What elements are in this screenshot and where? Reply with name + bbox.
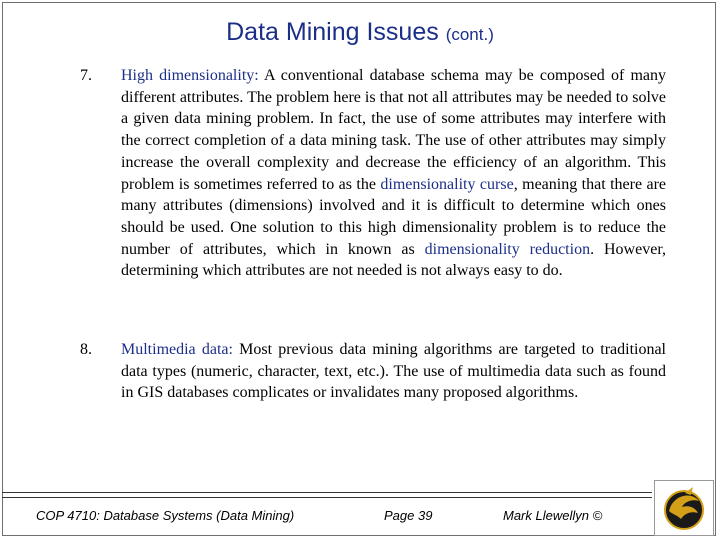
title-sub: (cont.) <box>445 25 494 44</box>
item-number: 8. <box>80 341 92 358</box>
item-body <box>121 65 666 282</box>
item-text-a: Most previous data mining algorithms are targeted to traditional data types (numeric, character, text, etc.). The use of multimedia data such as found in GIS databases complicates or invalidates many proposed algorithms. <box>121 341 667 402</box>
item-body <box>121 339 666 404</box>
item-term-dimensionality-reduction: dimensionality reduction <box>424 240 591 258</box>
item-text-c: . However, determining which attributes are not needed is not always easy to do. <box>121 240 666 280</box>
footer-page-number: Page 39 <box>384 508 433 523</box>
ucf-pegasus-logo-icon <box>654 480 714 536</box>
footer-course: COP 4710: Database Systems (Data Mining) <box>36 508 295 523</box>
footer-divider <box>2 492 652 493</box>
item-term: Multimedia data: <box>121 341 233 358</box>
item-text-b: , meaning that there are many attributes (dimensions) involved and it is difficult to determine which ones should be used. One solution to this high dimensionality problem is to reduce the number of attributes, which in known as <box>121 175 667 258</box>
footer-author: Mark Llewellyn © <box>503 508 603 523</box>
footer-divider <box>2 497 652 498</box>
page-title <box>0 16 720 51</box>
item-text-a: A conventional database schema may be composed of many different attributes. The problem here is that not all attributes may be needed to solve a given data mining problem. In fact, the use of some attributes may interfere with the correct completion of a data mining task. The use of other attributes may simply increase the overall complexity and decrease the efficiency of an algorithm. This problem is sometimes referred to as the <box>121 67 666 193</box>
item-number: 7. <box>80 67 92 84</box>
item-term-dimensionality-curse: dimensionality curse <box>380 175 514 193</box>
item-term: High dimensionality: <box>121 67 259 84</box>
title-main: Data Mining Issues <box>226 18 439 46</box>
